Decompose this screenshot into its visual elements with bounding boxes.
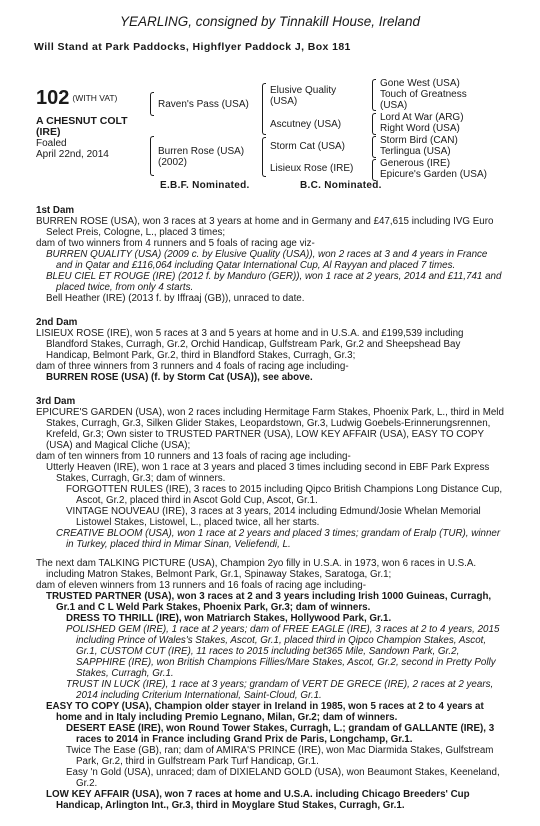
sd-dam: Right Word (USA) bbox=[380, 123, 460, 134]
catalogue-body bbox=[36, 200, 506, 811]
next-dam-produce: dam of eleven winners from 13 runners and 16 foals of racing age including- bbox=[36, 580, 367, 591]
second-dam-produce: dam of three winners from 3 runners and 4 foals of racing age including- bbox=[36, 361, 349, 372]
second-dam-heading: 2nd Dam bbox=[36, 317, 78, 328]
dd-brace bbox=[372, 159, 376, 181]
produce-entry: BLEU CIEL ET ROUGE (IRE) (2012 f. by Manduro (GER)), won 1 race at 2 years, 2014 and £11,741 and placed twice, from only 4 starts. bbox=[46, 271, 502, 293]
next-dam-record: The next dam TALKING PICTURE (USA), Champion 2yo filly in U.S.A. in 1973, won 6 races in U.S.A. including Matron Stakes, Belmont Park, Gr.1, Spinaway Stakes, Saratoga, Gr.1; bbox=[36, 558, 477, 580]
foaled-label: Foaled bbox=[36, 138, 67, 149]
third-dam-heading: 3rd Dam bbox=[36, 396, 76, 407]
sire: Raven's Pass (USA) bbox=[158, 99, 249, 110]
produce-entry: POLISHED GEM (IRE), 1 race at 2 years; dam of FREE EAGLE (IRE), 3 races at 2 to 4 years, 2015 including Prince of Wales's Stakes, Ascot, Gr.1, placed third in Qipco Champion Stakes, Ascot, Gr.1, CUSTOM CUT (IRE), 11 races to 2015 including bet365 Mile, Sandown Park, Gr.2, SAPPHIRE (IRE), won British Champions Fillies/Mare Stakes, Ascot, Gr.2, second in Pretty Polly Stakes, Curragh, Gr.1. bbox=[66, 624, 500, 679]
bc-nominated: B.C. Nominated. bbox=[300, 180, 382, 191]
produce-entry: TRUSTED PARTNER (USA), won 3 races at 2 and 3 years including Irish 1000 Guineas, Curragh, Gr.1 and C L Weld Park Stakes, Phoenix Park, Gr.3; dam of winners. bbox=[46, 591, 492, 613]
produce-entry: DRESS TO THRILL (IRE), won Matriarch Stakes, Hollywood Park, Gr.1. bbox=[66, 613, 392, 624]
vat-note: (WITH VAT) bbox=[72, 93, 118, 103]
horse-name: A CHESNUT COLT bbox=[36, 115, 128, 127]
produce-entry: EASY TO COPY (USA), Champion older stayer in Ireland in 1985, won 5 races at 2 to 4 years at home and in Italy including Premio Legnano, Milan, Gr.2; dam of winners. bbox=[46, 701, 484, 723]
produce-entry: Easy 'n Gold (USA), unraced; dam of DIXIELAND GOLD (USA), won Beaumont Stakes, Keeneland, Gr.2. bbox=[66, 767, 500, 789]
foaled-date: April 22nd, 2014 bbox=[36, 149, 109, 160]
sire-dam: Ascutney (USA) bbox=[270, 119, 342, 130]
third-dam-record: EPICURE'S GARDEN (USA), won 2 races including Hermitage Farm Stakes, Phoenix Park, L., third in Meld Stakes, Curragh, Gr.3, Silken Glider Stakes, Leopardstown, Gr.3, Ludwig Goebels-Erinnerungsrennen, Krefeld, Gr.3; Own sister to TRUSTED PARTNER (USA), LOW KEY AFFAIR (USA), EASY TO COPY (USA) and Magical Cliche (USA); bbox=[36, 407, 504, 451]
dam: Burren Rose (USA) (2002) bbox=[158, 146, 245, 168]
dam-sire: Storm Cat (USA) bbox=[270, 141, 346, 152]
horse-country: (IRE) bbox=[36, 126, 61, 138]
produce-entry: LOW KEY AFFAIR (USA), won 7 races at home and U.S.A. including Chicago Breeders' Cup Handicap, Arlington Int., Gr.3, third in Moyglare Stud Stakes, Curragh, Gr.1. bbox=[46, 789, 470, 811]
sire-sire: Elusive Quality (USA) bbox=[270, 85, 337, 107]
sd-sire: Lord At War (ARG) bbox=[380, 112, 464, 123]
lot-number: 102 bbox=[36, 87, 70, 109]
sire-line-brace bbox=[262, 83, 266, 135]
horse-description bbox=[36, 116, 128, 160]
ds-sire: Storm Bird (CAN) bbox=[380, 135, 458, 146]
dd-dam: Epicure's Garden (USA) bbox=[380, 169, 487, 180]
dam-brace bbox=[150, 136, 154, 176]
ds-dam: Terlingua (USA) bbox=[380, 146, 451, 157]
sd-brace bbox=[372, 113, 376, 135]
ebf-nominated: E.B.F. Nominated. bbox=[160, 180, 250, 191]
first-dam-record: BURREN ROSE (USA), won 3 races at 3 years at home and in Germany and £47,615 including IVG Euro Select Preis, Cologne, L., placed 3 times; bbox=[36, 216, 494, 238]
dam-line-brace bbox=[262, 137, 266, 177]
produce-entry: VINTAGE NOUVEAU (IRE), 3 races at 3 years, 2014 including Edmund/Josie Whelan Memorial Listowel Stakes, Listowel, L., placed twice, all her starts. bbox=[66, 506, 481, 528]
produce-entry: Bell Heather (IRE) (2013 f. by Iffraaj (GB)), unraced to date. bbox=[46, 293, 305, 304]
dd-sire: Generous (IRE) bbox=[380, 158, 451, 169]
ds-brace bbox=[372, 136, 376, 158]
produce-entry: DESERT EASE (IRE), won Round Tower Stakes, Curragh, L.; grandam of GALLANTE (IRE), 3 races to 2014 in France including Grand Prix de Paris, Longchamp, Gr.1. bbox=[66, 723, 495, 745]
first-dam-produce: dam of two winners from 4 runners and 5 foals of racing age viz- bbox=[36, 238, 315, 249]
stand-location: Will Stand at Park Paddocks, Highflyer Paddock J, Box 181 bbox=[34, 41, 351, 53]
produce-entry: FORGOTTEN RULES (IRE), 3 races to 2015 including Qipco British Champions Long Distance Cup, Ascot, Gr.2, placed third in Ascot Gold Cup, Ascot, Gr.1. bbox=[66, 484, 503, 506]
ss-sire: Gone West (USA) bbox=[380, 78, 460, 89]
dam-dam: Lisieux Rose (IRE) bbox=[270, 163, 354, 174]
produce-entry: BURREN QUALITY (USA) (2009 c. by Elusive Quality (USA)), won 2 races at 3 and 4 years in France and in Qatar and £116,064 including Qatar International Cup, Al Rayyan and placed 7 times. bbox=[46, 249, 488, 271]
lot-number-block bbox=[36, 87, 117, 110]
third-dam-produce: dam of ten winners from 10 runners and 13 foals of racing age including- bbox=[36, 451, 351, 462]
produce-entry: CREATIVE BLOOM (USA), won 1 race at 2 years and placed 3 times; grandam of Eralp (TUR), winner in Turkey, placed third in Mimar Sinan, Veliefendi, L. bbox=[56, 528, 501, 550]
first-dam-heading: 1st Dam bbox=[36, 205, 75, 216]
page-title: YEARLING, consigned by Tinnakill House, Ireland bbox=[119, 14, 421, 29]
second-dam-record: LISIEUX ROSE (IRE), won 5 races at 3 and 5 years at home and in U.S.A. and £199,539 including Blandford Stakes, Curragh, Gr.2, Orchid Handicap, Gulfstream Park, Gr.2 and Sheepshead Bay Handicap, Belmont Park, Gr.2, third in Blandford Stakes, Curragh, Gr.3; bbox=[36, 328, 464, 361]
sire-brace bbox=[150, 92, 154, 116]
produce-entry: BURREN ROSE (USA) (f. by Storm Cat (USA)), see above. bbox=[46, 372, 313, 383]
produce-entry: Utterly Heaven (IRE), won 1 race at 3 years and placed 3 times including second in EBF Park Express Stakes, Curragh, Gr.3; dam of winners. bbox=[46, 462, 490, 484]
produce-entry: TRUST IN LUCK (IRE), 1 race at 3 years; grandam of VERT DE GRECE (IRE), 2 races at 2 years, 2014 including Criterium International, Saint-Cloud, Gr.1. bbox=[66, 679, 494, 701]
ss-dam: Touch of Greatness (USA) bbox=[380, 89, 467, 111]
produce-entry: Twice The Ease (GB), ran; dam of AMIRA'S PRINCE (IRE), won Mac Diarmida Stakes, Gulfstream Park, Gr.2, third in Gulfstream Park Turf Handicap, Gr.1. bbox=[66, 745, 494, 767]
ss-brace bbox=[372, 79, 376, 111]
